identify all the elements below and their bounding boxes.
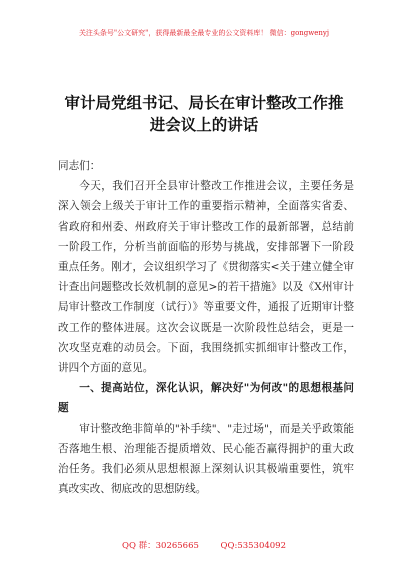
- title-line-1: 审计局党组书记、局长在审计整改工作推: [64, 93, 344, 112]
- title-line-2: 进会议上的讲话: [149, 115, 259, 134]
- page-title: [40, 92, 368, 136]
- paragraph-section-1: 审计整改绝非简单的"补手续"、"走过场"，而是关乎政策能否落地生根、治理能否提质增效、民心能否赢得拥护的重大政治任务。我们必须从思想根源上深刻认识其极端重要性，筑牢真改实改、彻底改的思想防线。: [58, 422, 354, 496]
- section-heading-1: 一、提高站位，深化认识，解决好"为何改"的思想根基问题: [58, 382, 354, 415]
- speech-body: [58, 156, 354, 499]
- footer-contact-note: QQ 群：30265665 QQ:535304092: [122, 541, 286, 551]
- paragraph-intro: 今天，我们召开全县审计整改工作推进会议，主要任务是深入领会上级关于审计工作的重要指示精神，全面落实省委、省政府和州委、州政府关于审计整改工作的最新部署，总结前一阶段工作，分析当前面临的形势与挑战，安排部署下一阶段重点任务。刚才，会议组织学习了《贯彻落实<关于建立健全审计查出问题整改长效机制的意见>的若干措施》以及《X州审计局审计整改工作制度（试行）》等重要文件，通报了近期审计整改工作的整体进展。这次会议既是一次阶段性总结会，更是一次攻坚克难的动员会。下面，我围绕抓实抓细审计整改工作，讲四个方面的意见。: [58, 180, 354, 375]
- salutation: 同志们：: [58, 160, 101, 172]
- header-promo-note: 关注头条号"公文研究"，获得最新最全最专业的公文资料库！ 微信：gongwenyj: [78, 29, 330, 37]
